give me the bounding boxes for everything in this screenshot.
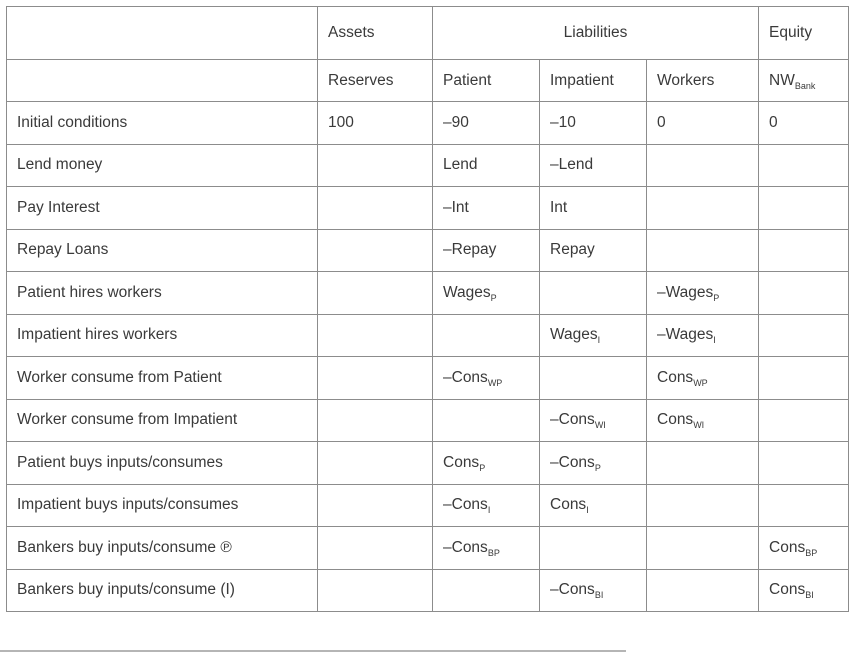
cell-reserves (318, 399, 433, 442)
group-header-equity: Equity (759, 7, 849, 60)
net-worth-subscript: Bank (794, 80, 816, 91)
cell-net-worth (759, 102, 849, 145)
table-row (7, 144, 849, 187)
cell-impatient (540, 569, 647, 612)
cell-value: –Cons (550, 411, 595, 429)
cell-value: –Int (443, 198, 469, 216)
column-header-impatient: Impatient (540, 60, 647, 102)
cell-subscript: WI (594, 420, 606, 431)
table-row (7, 102, 849, 145)
cell-value: Cons (550, 496, 587, 514)
cell-subscript: BI (805, 590, 814, 601)
cell-value: –Cons (550, 453, 595, 471)
table-row (7, 484, 849, 527)
cell-net-worth (759, 399, 849, 442)
table-row (7, 187, 849, 230)
table-row (7, 442, 849, 485)
net-worth-label: NW (769, 71, 795, 89)
cell-subscript: WP (693, 377, 708, 388)
cell-value: Int (550, 198, 568, 216)
cell-value: –Cons (443, 496, 488, 514)
cell-value: –Cons (443, 368, 488, 386)
table-row (7, 569, 849, 612)
cell-reserves (318, 527, 433, 570)
cell-net-worth (759, 229, 849, 272)
cell-value: Wages (550, 326, 598, 344)
cell-value: 0 (657, 113, 666, 131)
cell-workers (647, 484, 759, 527)
row-label: Impatient buys inputs/consumes (7, 484, 318, 527)
table-row (7, 229, 849, 272)
cell-workers (647, 527, 759, 570)
cell-net-worth (759, 272, 849, 315)
cell-subscript: I (586, 505, 589, 516)
cell-reserves (318, 484, 433, 527)
cell-value: 0 (769, 113, 778, 131)
cell-patient (433, 484, 540, 527)
cell-impatient (540, 357, 647, 400)
cell-impatient (540, 399, 647, 442)
cell-patient (433, 357, 540, 400)
cell-reserves (318, 144, 433, 187)
cell-subscript: WI (693, 420, 705, 431)
cell-reserves (318, 229, 433, 272)
cell-workers (647, 399, 759, 442)
table-row (7, 272, 849, 315)
cell-patient (433, 569, 540, 612)
cell-value: Cons (769, 581, 806, 599)
cell-reserves (318, 569, 433, 612)
table-row (7, 314, 849, 357)
cell-subscript: BP (487, 547, 500, 558)
cell-impatient (540, 484, 647, 527)
cell-workers (647, 314, 759, 357)
cell-subscript: BP (805, 547, 818, 558)
cell-net-worth (759, 357, 849, 400)
cell-reserves (318, 357, 433, 400)
column-header-row (7, 60, 849, 102)
row-label: Worker consume from Impatient (7, 399, 318, 442)
cell-value: Wages (443, 283, 491, 301)
column-header-reserves: Reserves (318, 60, 433, 102)
balance-sheet-table (6, 6, 849, 612)
cell-impatient (540, 144, 647, 187)
cell-net-worth (759, 314, 849, 357)
cell-net-worth (759, 144, 849, 187)
row-label: Patient hires workers (7, 272, 318, 315)
cell-patient (433, 187, 540, 230)
cell-reserves (318, 187, 433, 230)
cell-reserves (318, 272, 433, 315)
cell-patient (433, 442, 540, 485)
cell-patient (433, 314, 540, 357)
cell-patient (433, 272, 540, 315)
cell-net-worth (759, 569, 849, 612)
cell-workers (647, 569, 759, 612)
row-label: Initial conditions (7, 102, 318, 145)
cell-value: –Cons (550, 581, 595, 599)
row-label: Bankers buy inputs/consume (I) (7, 569, 318, 612)
cell-workers (647, 102, 759, 145)
column-header-workers: Workers (647, 60, 759, 102)
cell-net-worth (759, 187, 849, 230)
cell-workers (647, 357, 759, 400)
cell-patient (433, 527, 540, 570)
cell-net-worth (759, 484, 849, 527)
cell-patient (433, 229, 540, 272)
cell-subscript: BI (594, 590, 604, 601)
cell-impatient (540, 102, 647, 145)
cell-reserves (318, 314, 433, 357)
cell-impatient (540, 187, 647, 230)
cell-value: –10 (550, 113, 576, 131)
group-header-liabilities: Liabilities (433, 7, 759, 60)
cell-value: –Wages (657, 283, 714, 301)
cell-value: Repay (550, 241, 595, 259)
cell-subscript: P (594, 462, 601, 473)
cell-value: –Wages (657, 326, 714, 344)
cell-net-worth (759, 442, 849, 485)
table-row (7, 527, 849, 570)
cell-subscript: I (597, 335, 601, 346)
row-label: Repay Loans (7, 229, 318, 272)
column-header-net-worth-bank (759, 60, 849, 102)
cell-workers (647, 144, 759, 187)
cell-value: Cons (657, 411, 694, 429)
blank-header-cell (7, 60, 318, 102)
cell-patient (433, 399, 540, 442)
row-label: Worker consume from Patient (7, 357, 318, 400)
column-header-patient: Patient (433, 60, 540, 102)
cell-subscript: I (713, 335, 716, 346)
cell-impatient (540, 527, 647, 570)
cell-value: 100 (328, 113, 354, 131)
cell-subscript: P (479, 462, 486, 473)
cell-workers (647, 442, 759, 485)
cell-value: –90 (443, 113, 469, 131)
cell-subscript: WP (487, 377, 503, 388)
cell-workers (647, 229, 759, 272)
cell-value: Lend (443, 156, 478, 174)
cell-impatient (540, 314, 647, 357)
cell-patient (433, 102, 540, 145)
table-row (7, 357, 849, 400)
table-row (7, 399, 849, 442)
cell-value: –Lend (550, 156, 594, 174)
cell-value: Cons (443, 453, 480, 471)
cell-subscript: P (490, 292, 497, 303)
cell-value: –Cons (443, 538, 488, 556)
cell-net-worth (759, 527, 849, 570)
cell-impatient (540, 272, 647, 315)
cell-reserves (318, 102, 433, 145)
cell-reserves (318, 442, 433, 485)
row-label: Pay Interest (7, 187, 318, 230)
cell-value: Cons (769, 538, 806, 556)
row-label: Bankers buy inputs/consume ℗ (7, 527, 318, 570)
cell-subscript: P (713, 292, 720, 303)
cell-value: –Repay (443, 241, 497, 259)
group-header-row (7, 7, 849, 60)
cell-patient (433, 144, 540, 187)
row-label: Lend money (7, 144, 318, 187)
group-header-assets: Assets (318, 7, 433, 60)
cell-workers (647, 187, 759, 230)
cell-workers (647, 272, 759, 315)
cell-subscript: I (487, 505, 491, 516)
cell-value: Cons (657, 368, 694, 386)
cell-impatient (540, 229, 647, 272)
row-label: Impatient hires workers (7, 314, 318, 357)
row-label: Patient buys inputs/consumes (7, 442, 318, 485)
corner-cell (7, 7, 318, 60)
bottom-divider (0, 650, 626, 652)
cell-impatient (540, 442, 647, 485)
